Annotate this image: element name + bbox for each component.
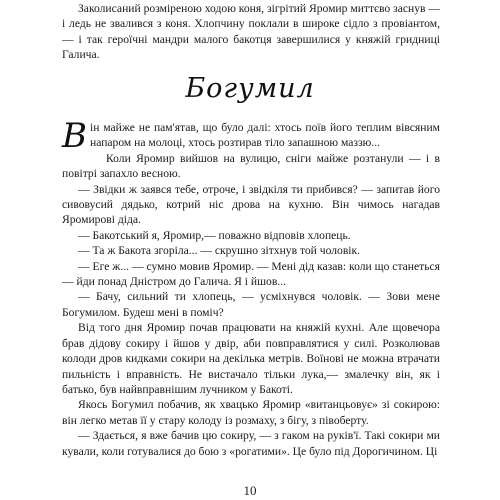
drop-cap: В [62,116,87,156]
paragraph: — Здається, я вже бачив цю сокиру, — з гаком на руків'ї. Такі сокири ми кували, коли готувалися до бою з «рогатими». Це було під Дорогичином. Ці [62,429,440,458]
paragraph: — Еге ж... — сумно мовив Яромир. — Мені дід казав: коли що станеться — йди понад Дністром до Галича. Я і йшов... [62,259,440,289]
paragraph: Від того дня Яромир почав працювати на княжій кухні. Але щовечора брав дідову сокиру і йшов у двір, аби повправлятися у силі. Розколював колоди дров кидками сокири на декілька метрів. Воїнові не можна втрачати пильність і вправність. Не вистачало тільки лука,— змалечку він, як і батько, був найвправнішим лучником у Бакоті. [62,321,440,396]
paragraph: Заколисаний розміреною ходою коня, зігрітий Яромир миттєво заснув — і ледь не звалився з коня. Хлопчину поклали в широке сідло з провіантом, — і так героїчні мандри малого бакотця завершилися у княжій гридниці Галича. [62,2,440,62]
paragraph-text: ін майже не пам'ятав, що було далі: хтось поїв його теплим вівсяним напаром на молоці, хтось розтирав тіло запашною маззю... [90,121,440,150]
top-paragraph-block [62,1,440,63]
paragraph: — Бачу, сильний ти хлопець, — усміхнувся чоловік. — Зови мене Богумилом. Будеш мені в поміч? [62,290,440,319]
chapter-body [62,116,440,459]
paragraph: — Бакотський я, Яромир,— поважно відповів хлопець. [78,228,351,242]
paragraph [62,116,440,156]
paragraph: Якось Богумил побачив, як хвацько Яромир «витанцьовує» зі сокирою: він легко метав її у стару колоду із розмаху, з бігу, з півоберту. [62,398,440,427]
paragraph: Коли Яромир вийшов на вулицю, сніги майже розтанули — і в повітрі запахло весною. [62,151,440,181]
page-number: 10 [243,483,257,498]
paragraph: — Та ж Бакота згоріла... — скрушно зітхнув той чоловік. [78,244,361,258]
paragraph: — Звідки ж заявся тебе, отроче, і звідкіля ти прибився? — запитав його сивовусий дядько, котрий ніс дрова на кухню. Він чимось нагадав Яромирові діда. [62,182,440,227]
chapter-title: Богумил [185,73,315,104]
